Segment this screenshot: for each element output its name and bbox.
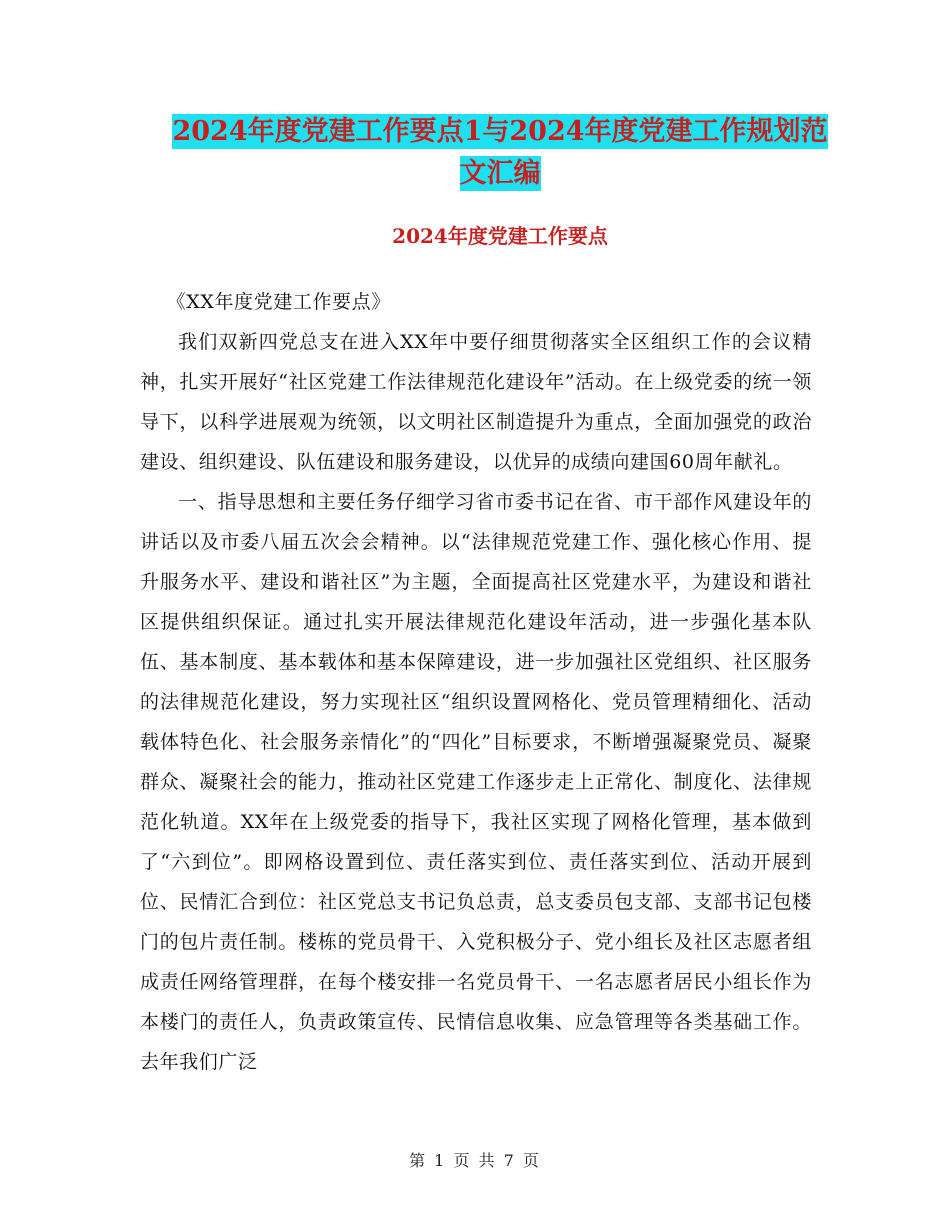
document-title-line1	[100, 108, 900, 156]
page-number-label: 第 1 页 共 7 页	[409, 1151, 541, 1170]
paragraph-2: 我们双新四党总支在进入XX年中要仔细贯彻落实全区组织工作的会议精神，扎实开展好“社区党建工作法律规范化建设年”活动。在上级党委的统一领导下，以科学进展观为统领，以文明社区制造提升为重点，全面加强党的政治建设、组织建设、队伍建设和服务建设，以优异的成绩向建国60周年献礼。	[140, 331, 812, 473]
section-title: 2024年度党建工作要点	[392, 224, 608, 248]
document-title-line2	[100, 150, 900, 198]
document-body	[140, 282, 812, 1082]
paragraph-3: 一、指导思想和主要任务仔细学习省市委书记在省、市干部作风建设年的讲话以及市委八届五次会会精神。以“法律规范党建工作、强化核心作用、提升服务水平、建设和谐社区”为主题，全面提高社区党建水平，为建设和谐社区提供组织保证。通过扎实开展法律规范化建设年活动，进一步强化基本队伍、基本制度、基本载体和基本保障建设，进一步加强社区党组织、社区服务的法律规范化建设，努力实现社区“组织设置网格化、党员管理精细化、活动载体特色化、社会服务亲情化”的“四化”目标要求，不断增强凝聚党员、凝聚群众、凝聚社会的能力，推动社区党建工作逐步走上正常化、制度化、法律规范化轨道。XX年在上级党委的指导下，我社区实现了网格化管理，基本做到了“六到位”。即网格设置到位、责任落实到位、责任落实到位、活动开展到位、民情汇合到位：社区党总支书记负总责，总支委员包支部、支部书记包楼门的包片责任制。楼栋的党员骨干、入党积极分子、党小组长及社区志愿者组成责任网络管理群，在每个楼安排一名党员骨干、一名志愿者居民小组长作为本楼门的责任人，负责政策宣传、民情信息收集、应急管理等各类基础工作。去年我们广泛	[140, 491, 812, 1073]
page-footer	[0, 1148, 950, 1171]
paragraph-1: 《XX年度党建工作要点》	[166, 291, 391, 313]
title-line1-text: 2024年度党建工作要点1与2024年度党建工作规划范	[172, 116, 828, 147]
title-line2-text: 文汇编	[459, 158, 541, 189]
